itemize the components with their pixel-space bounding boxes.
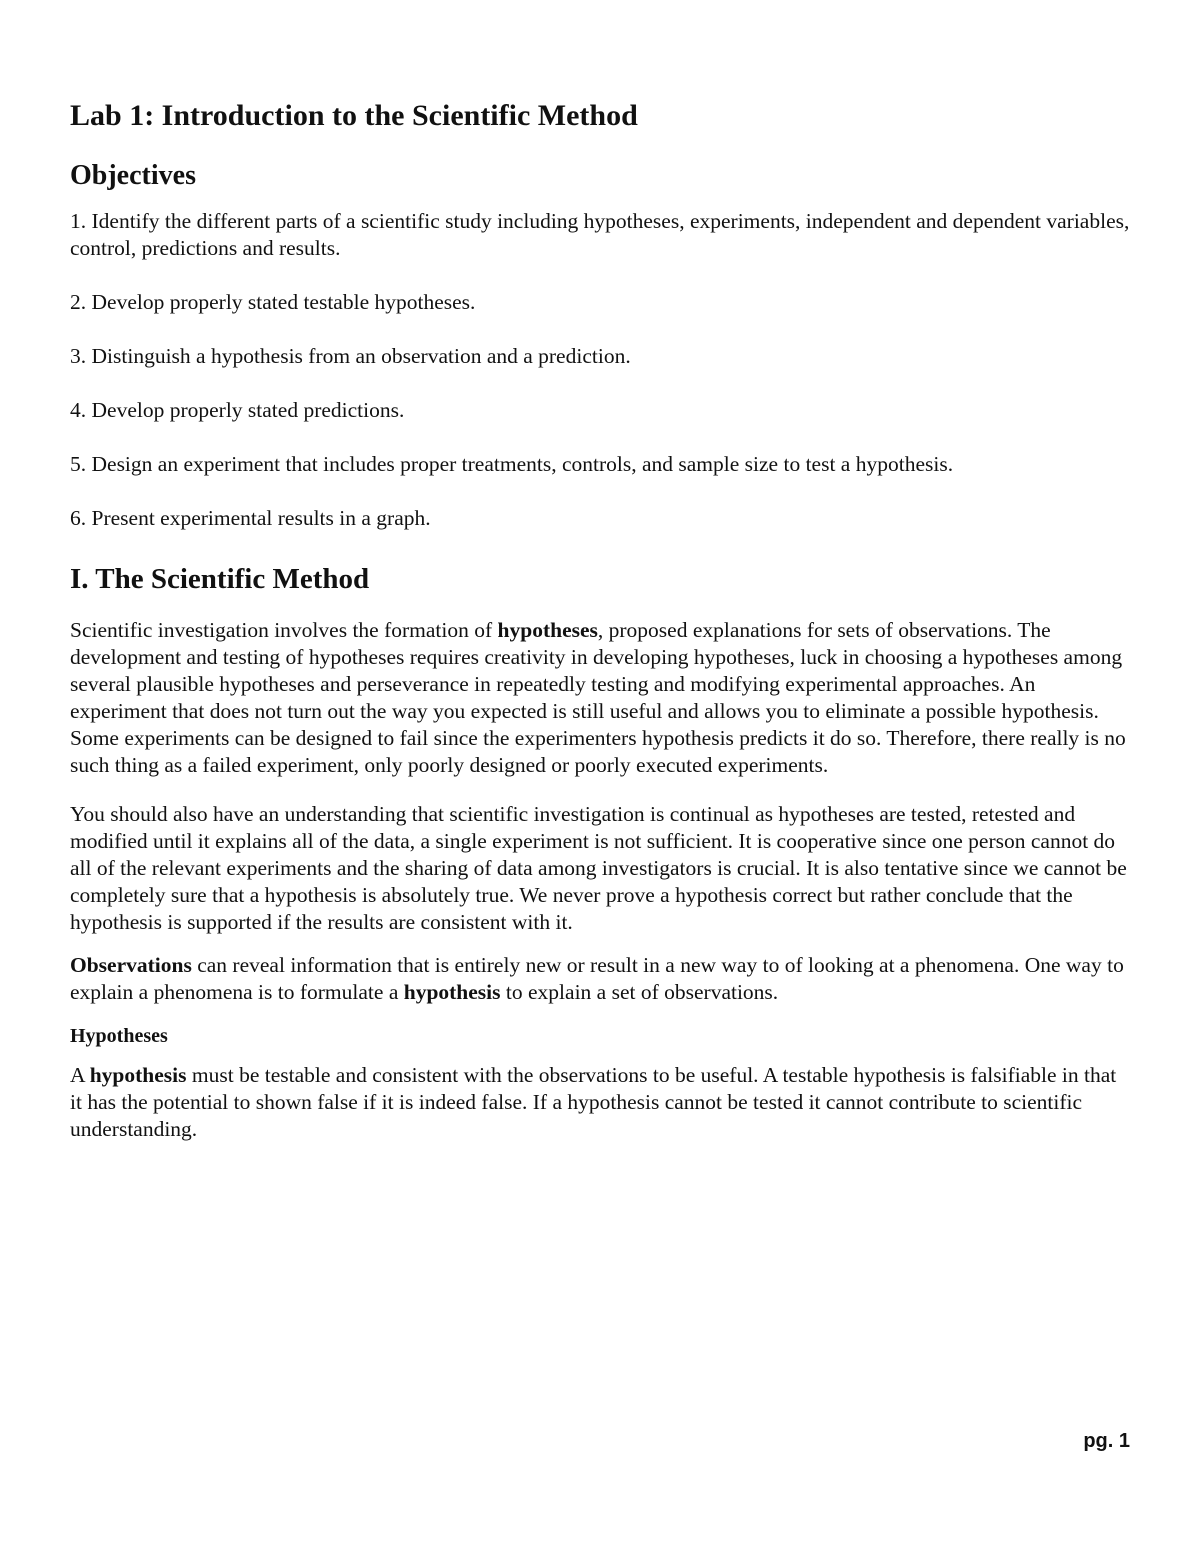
para1-text-after: , proposed explanations for sets of observations. The development and testing of hypotheses requires creativity in developing hypotheses, luck in choosing a hypotheses among several plausible hypotheses and perseverance in repeatedly testing and modifying experimental approaches. An experiment that does not turn out the way you expected is still useful and allows you to eliminate a possible hypothesis. Some experiments can be designed to fail since the experimenters hypothesis predicts it do so. Therefore, there really is no such thing as a failed experiment, only poorly designed or poorly executed experiments. xyxy=(70,618,1126,777)
section-heading: I. The Scientific Method xyxy=(70,563,370,595)
para3-text-middle: can reveal information that is entirely new or result in a new way to of looking at a phenomena. One way to explain a phenomena is to formulate a xyxy=(70,953,1124,1004)
objective-item: 2. Develop properly stated testable hypotheses. xyxy=(70,290,476,314)
page-number: pg. 1 xyxy=(1083,1430,1130,1452)
objectives-heading: Objectives xyxy=(70,160,196,191)
objective-item: 4. Develop properly stated predictions. xyxy=(70,398,405,422)
para1-text-before: Scientific investigation involves the formation of xyxy=(70,618,498,642)
paragraph-scientific-investigation xyxy=(70,617,1130,779)
term-hypothesis: hypothesis xyxy=(403,980,501,1004)
lab-title: Lab 1: Introduction to the Scientific Method xyxy=(70,99,638,132)
paragraph-continual-investigation: You should also have an understanding that scientific investigation is continual as hypotheses are tested, retested and modified until it explains all of the data, a single experiment is not sufficient. It is cooperative since one person cannot do all of the relevant experiments and the sharing of data among investigators is crucial. It is also tentative since we cannot be completely sure that a hypothesis is absolutely true. We never prove a hypothesis correct but rather conclude that the hypothesis is supported if the results are consistent with it. xyxy=(70,802,1127,934)
para4-text-before: A xyxy=(70,1063,90,1087)
objective-item: 5. Design an experiment that includes proper treatments, controls, and sample size to test a hypothesis. xyxy=(70,452,954,476)
hypotheses-heading: Hypotheses xyxy=(70,1025,168,1047)
objective-item: 3. Distinguish a hypothesis from an observation and a prediction. xyxy=(70,344,631,368)
term-hypothesis-definition: hypothesis xyxy=(89,1063,187,1087)
paragraph-hypothesis-definition xyxy=(70,1062,1130,1143)
objective-item: 1. Identify the different parts of a scientific study including hypotheses, experiments, independent and dependent variables, control, predictions and results. xyxy=(70,209,1130,260)
objective-item: 6. Present experimental results in a graph. xyxy=(70,506,431,530)
objectives-list xyxy=(70,208,1130,532)
para4-text-after: must be testable and consistent with the observations to be useful. A testable hypothesis is falsifiable in that it has the potential to shown false if it is indeed false. If a hypothesis cannot be tested it cannot contribute to scientific understanding. xyxy=(70,1063,1117,1141)
paragraph-observations xyxy=(70,952,1130,1006)
term-hypotheses: hypotheses xyxy=(497,618,598,642)
document-page xyxy=(70,96,1130,1143)
term-observations: Observations xyxy=(70,953,192,977)
para3-text-after: to explain a set of observations. xyxy=(500,980,779,1004)
